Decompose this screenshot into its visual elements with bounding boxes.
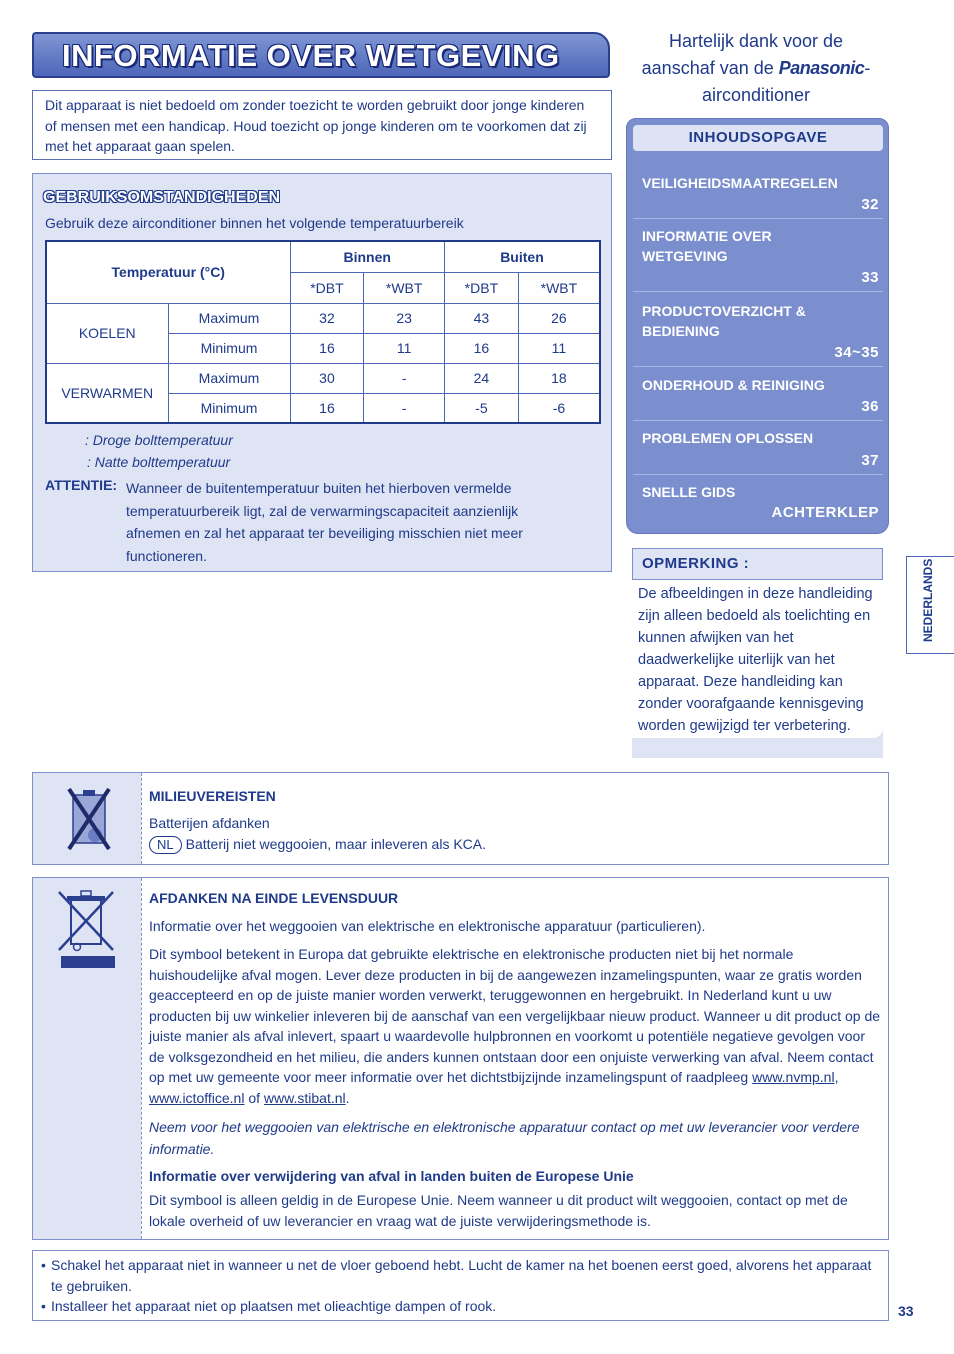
toc-item-label: PROBLEMEN OPLOSSEN xyxy=(642,430,814,446)
cooling-label: KOELEN xyxy=(46,303,168,363)
heating-min-label: Minimum xyxy=(168,393,290,423)
note-heading: OPMERKING : xyxy=(632,548,883,580)
link-nvmp[interactable]: www.nvmp.nl xyxy=(752,1069,835,1085)
usage-conditions-section xyxy=(32,173,612,572)
inside-wbt-header: *WBT xyxy=(364,272,445,303)
table-cell: 16 xyxy=(444,333,518,363)
bottom-note-item xyxy=(41,1296,880,1317)
brand-logo: Panasonic xyxy=(778,58,865,78)
toc-item-label: INFORMATIE OVER WETGEVING xyxy=(642,228,772,264)
thanks-line-2 xyxy=(620,55,892,82)
page-title: INFORMATIE OVER WETGEVING xyxy=(62,38,560,73)
environment-line-2-row xyxy=(149,834,486,855)
usage-conditions-heading: GEBRUIKSOMSTANDIGHEDEN xyxy=(43,189,281,206)
table-cell: 16 xyxy=(290,393,364,423)
attention-label: ATTENTIE: xyxy=(45,477,118,493)
legend-wbt: : Natte bolttemperatuur xyxy=(87,454,231,470)
link-stibat[interactable]: www.stibat.nl xyxy=(263,1089,346,1106)
toc-item-page: 33 xyxy=(861,269,879,286)
table-cell: 43 xyxy=(444,303,518,333)
thanks-line-2-text: aanschaf van de xyxy=(641,58,774,78)
disposal-italic-note: Neem voor het weggooien van elektrische en elektronische apparatuur contact op met uw leverancier voor verdere informatie. xyxy=(149,1119,860,1157)
brand-dash: - xyxy=(864,58,871,78)
bottom-note-item xyxy=(41,1255,880,1296)
thanks-line-1: Hartelijk dank voor de xyxy=(668,31,844,51)
disposal-section xyxy=(32,877,889,1240)
disposal-heading: AFDANKEN NA EINDE LEVENSDUUR xyxy=(149,890,399,906)
toc-item-label: ONDERHOUD & REINIGING xyxy=(642,377,825,393)
table-cell: 16 xyxy=(290,333,364,363)
language-tab-label: NEDERLANDS xyxy=(921,558,935,642)
bottom-note-text: Schakel het apparaat niet in wanneer u net de vloer geboend hebt. Lucht de kamer na het boenen eerst goed, alvorens het apparaat te gebruiken. xyxy=(51,1257,872,1294)
thanks-message xyxy=(620,28,892,109)
environment-icon-area xyxy=(33,773,141,864)
language-tab xyxy=(906,556,954,654)
table-cell: -5 xyxy=(444,393,518,423)
bottom-note-text: Installeer het apparaat niet op plaatsen met olieachtige dampen of rook. xyxy=(51,1298,497,1314)
heating-max-label: Maximum xyxy=(168,363,290,393)
disposal-icon-area xyxy=(33,878,141,1239)
environment-line-1: Batterijen afdanken xyxy=(149,815,270,831)
toc-item-page: 36 xyxy=(861,398,879,415)
toc-item-label: SNELLE GIDS xyxy=(642,484,736,500)
table-cell: 26 xyxy=(518,303,600,333)
toc-heading: INHOUDSOPGAVE xyxy=(633,125,883,151)
attention-text: Wanneer de buitentemperatuur buiten het hierboven vermelde temperatuurbereik ligt, zal de verwarmingscapaciteit aanzienlijk afnemen en zal het apparaat ter beveiliging misschien niet meer functioneren. xyxy=(126,480,523,564)
temperature-header: Temperatuur (°C) xyxy=(46,241,290,303)
crossed-wheelie-bin-icon xyxy=(55,888,121,970)
toc-item-maintenance[interactable] xyxy=(633,375,883,421)
table-cell: - xyxy=(364,393,445,423)
bottom-notes xyxy=(32,1250,889,1321)
outside-wbt-header: *WBT xyxy=(518,272,600,303)
toc-item-label: VEILIGHEIDSMAATREGELEN xyxy=(642,175,838,191)
bullet-icon: • xyxy=(41,1257,46,1273)
temperature-table xyxy=(45,240,601,424)
toc-item-page: 32 xyxy=(861,196,879,213)
note-text: De afbeeldingen in deze handleiding zijn alleen bedoeld als toelichting en kunnen afwijken van het daadwerkelijke uiterlijk van het apparaat. Deze handleiding kan zonder voorafgaande kennisgeving worden gewijzigd ter verbetering. xyxy=(632,580,883,738)
environment-heading: MILIEUVEREISTEN xyxy=(149,788,276,804)
toc-item-overview[interactable] xyxy=(633,301,883,367)
disposal-body xyxy=(149,944,883,1108)
table-cell: 11 xyxy=(518,333,600,363)
disposal-body-text: Dit symbool betekent in Europa dat gebruikte elektrische en elektronische producten niet bij het normale huishoudelijke afval mogen. Lever deze producten in bij de aangewezen inzamelingspunten, waar ze gratis worden geaccepteerd en op de juiste manier worden verwerkt, teruggewonnen en hergebruikt. In Nederland kunt u uw producten bij uw winkelier inleveren bij de aanschaf van een vergelijkbaar nieuw product. Wanneer u dit product op de juiste manier als afval inlevert, spaart u waardevolle hulpbronnen en voorkomt u potentiële negatieve gevolgen voor de volksgezondheid en het milieu, die anders kunnen ontstaan door een onjuiste verwerking van afval. Neem contact op met uw gemeente voor meer informatie over het dichtstbijzijnde inzamelingspunt of raadpleeg xyxy=(149,946,881,1085)
table-cell: 24 xyxy=(444,363,518,393)
environment-section xyxy=(32,772,889,865)
toc-item-page: 37 xyxy=(861,452,879,469)
battery-disposal-icon xyxy=(63,785,115,853)
toc-item-page: 34~35 xyxy=(834,344,879,361)
bullet-icon: • xyxy=(41,1298,46,1314)
cooling-max-label: Maximum xyxy=(168,303,290,333)
link-separator: , xyxy=(834,1069,839,1085)
usage-conditions-subtitle: Gebruik deze airconditioner binnen het volgende temperatuurbereik xyxy=(45,215,464,231)
section-divider xyxy=(141,773,142,864)
heating-label: VERWARMEN xyxy=(46,363,168,423)
child-warning-box: Dit apparaat is niet bedoeld om zonder toezicht te worden gebruikt door jonge kinderen of mensen met een handicap. Houd toezicht op jonge kinderen om te voorkomen dat zij met het apparaat gaan spelen. xyxy=(32,90,612,160)
outside-dbt-header: *DBT xyxy=(444,272,518,303)
nl-badge: NL xyxy=(149,836,182,854)
disposal-intro: Informatie over het weggooien van elektrische en elektronische apparatuur (particulieren). xyxy=(149,918,706,934)
table-cell: 30 xyxy=(290,363,364,393)
page-title-banner xyxy=(32,32,610,78)
toc-item-safety[interactable] xyxy=(633,173,883,219)
table-of-contents xyxy=(626,118,889,534)
outside-eu-heading: Informatie over verwijdering van afval in landen buiten de Europese Unie xyxy=(149,1168,634,1184)
table-cell: - xyxy=(364,363,445,393)
cooling-min-label: Minimum xyxy=(168,333,290,363)
table-cell: -6 xyxy=(518,393,600,423)
section-divider xyxy=(141,878,142,1239)
link-ictoffice[interactable]: www.ictoffice.nl xyxy=(149,1089,245,1106)
toc-item-page: ACHTERKLEP xyxy=(771,504,879,521)
inside-dbt-header: *DBT xyxy=(290,272,364,303)
toc-item-quick-guide[interactable] xyxy=(633,482,883,526)
inside-header: Binnen xyxy=(290,241,444,272)
thanks-line-3: airconditioner xyxy=(701,85,811,105)
table-cell: 11 xyxy=(364,333,445,363)
toc-item-legislation[interactable] xyxy=(633,226,883,292)
table-cell: 18 xyxy=(518,363,600,393)
outside-eu-text: Dit symbool is alleen geldig in de Europese Unie. Neem wanneer u dit product wilt weggooien, contact op met de lokale overheid of uw leverancier en vraag wat de juiste verwijderingsmethode is. xyxy=(149,1192,848,1229)
table-cell: 23 xyxy=(364,303,445,333)
table-cell: 32 xyxy=(290,303,364,333)
link-separator-of: of xyxy=(248,1089,261,1106)
legend-dbt: : Droge bolttemperatuur xyxy=(85,432,233,448)
outside-header: Buiten xyxy=(444,241,600,272)
toc-item-troubleshooting[interactable] xyxy=(633,428,883,475)
disposal-body-end: . xyxy=(345,1089,350,1106)
environment-line-2: Batterij niet weggooien, maar inleveren als KCA. xyxy=(185,836,487,852)
page-number: 33 xyxy=(898,1303,914,1319)
toc-item-label: PRODUCTOVERZICHT & BEDIENING xyxy=(642,303,806,339)
